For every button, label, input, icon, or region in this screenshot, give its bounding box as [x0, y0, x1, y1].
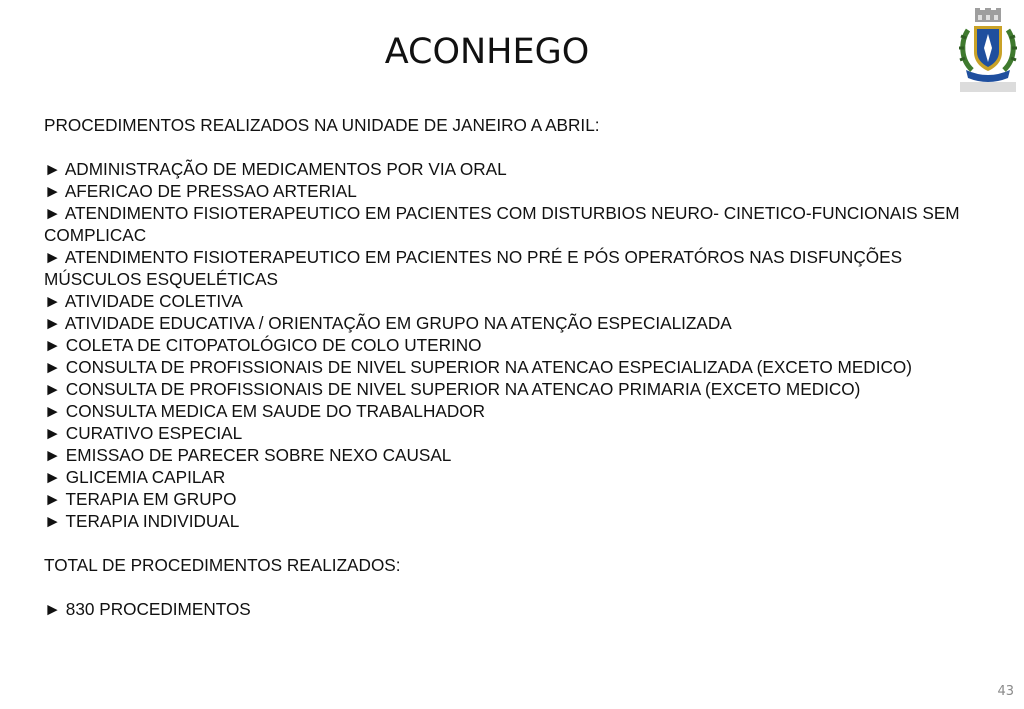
- list-item: [44, 400, 984, 422]
- procedure-label: ATIVIDADE COLETIVA: [64, 291, 243, 311]
- list-item: [44, 158, 984, 180]
- bullet-arrow-icon: ►: [44, 335, 62, 355]
- list-item: [44, 334, 984, 356]
- bullet-arrow-icon: ►: [44, 379, 62, 399]
- list-item: [44, 422, 984, 444]
- list-item: [44, 312, 984, 334]
- procedure-label: GLICEMIA CAPILAR: [65, 467, 226, 487]
- procedure-label: CURATIVO ESPECIAL: [65, 423, 243, 443]
- bullet-arrow-icon: ►: [44, 313, 62, 333]
- total-value: 830 PROCEDIMENTOS: [65, 599, 251, 619]
- bullet-arrow-icon: ►: [44, 511, 62, 531]
- bullet-arrow-icon: ►: [44, 291, 62, 311]
- procedure-label: ADMINISTRAÇÃO DE MEDICAMENTOS POR VIA ORAL: [64, 159, 507, 179]
- list-item: [44, 180, 984, 202]
- procedure-list: [44, 158, 984, 532]
- procedure-label: CONSULTA DE PROFISSIONAIS DE NIVEL SUPERIOR NA ATENCAO ESPECIALIZADA (EXCETO MEDICO): [65, 357, 912, 377]
- list-item: [44, 290, 984, 312]
- bullet-arrow-icon: ►: [44, 489, 62, 509]
- procedure-label: CONSULTA MEDICA EM SAUDE DO TRABALHADOR: [65, 401, 486, 421]
- list-item: [44, 202, 984, 246]
- slide-title: ACONHEGO: [384, 32, 590, 72]
- bullet-arrow-icon: ►: [44, 423, 62, 443]
- procedure-label: ATIVIDADE EDUCATIVA / ORIENTAÇÃO EM GRUPO NA ATENÇÃO ESPECIALIZADA: [64, 313, 732, 333]
- procedure-label: EMISSAO DE PARECER SOBRE NEXO CAUSAL: [65, 445, 452, 465]
- bullet-arrow-icon: ►: [44, 203, 62, 223]
- procedure-label: AFERICAO DE PRESSAO ARTERIAL: [64, 181, 357, 201]
- bullet-arrow-icon: ►: [44, 599, 62, 619]
- procedure-label: TERAPIA INDIVIDUAL: [65, 511, 240, 531]
- list-item: [44, 356, 984, 378]
- list-item: [44, 466, 984, 488]
- procedure-label: CONSULTA DE PROFISSIONAIS DE NIVEL SUPERIOR NA ATENCAO PRIMARIA (EXCETO MEDICO): [65, 379, 861, 399]
- procedures-heading: PROCEDIMENTOS REALIZADOS NA UNIDADE DE JANEIRO A ABRIL:: [44, 115, 600, 135]
- bullet-arrow-icon: ►: [44, 357, 62, 377]
- bullet-arrow-icon: ►: [44, 159, 62, 179]
- list-item: [44, 246, 984, 290]
- procedure-label: ATENDIMENTO FISIOTERAPEUTICO EM PACIENTES NO PRÉ E PÓS OPERATÓROS NAS DISFUNÇÕES MÚSCULOS ESQUELÉTICAS: [44, 247, 903, 289]
- spacer: [44, 136, 984, 158]
- procedure-label: TERAPIA EM GRUPO: [65, 489, 237, 509]
- bullet-arrow-icon: ►: [44, 445, 62, 465]
- spacer: [44, 532, 984, 554]
- total-value-line: [44, 598, 984, 620]
- coat-of-arms-icon: [958, 8, 1018, 92]
- page-number: 43: [997, 684, 1014, 699]
- list-item: [44, 488, 984, 510]
- list-item: [44, 444, 984, 466]
- procedure-label: ATENDIMENTO FISIOTERAPEUTICO EM PACIENTES COM DISTURBIOS NEURO- CINETICO-FUNCIONAIS SEM COMPLICAC: [44, 203, 960, 245]
- spacer: [44, 576, 984, 598]
- procedure-label: COLETA DE CITOPATOLÓGICO DE COLO UTERINO: [65, 335, 482, 355]
- list-item: [44, 510, 984, 532]
- bullet-arrow-icon: ►: [44, 181, 62, 201]
- slide-body: [44, 114, 984, 620]
- bullet-arrow-icon: ►: [44, 467, 62, 487]
- bullet-arrow-icon: ►: [44, 401, 62, 421]
- bullet-arrow-icon: ►: [44, 247, 62, 267]
- total-heading: TOTAL DE PROCEDIMENTOS REALIZADOS:: [44, 555, 401, 575]
- list-item: [44, 378, 984, 400]
